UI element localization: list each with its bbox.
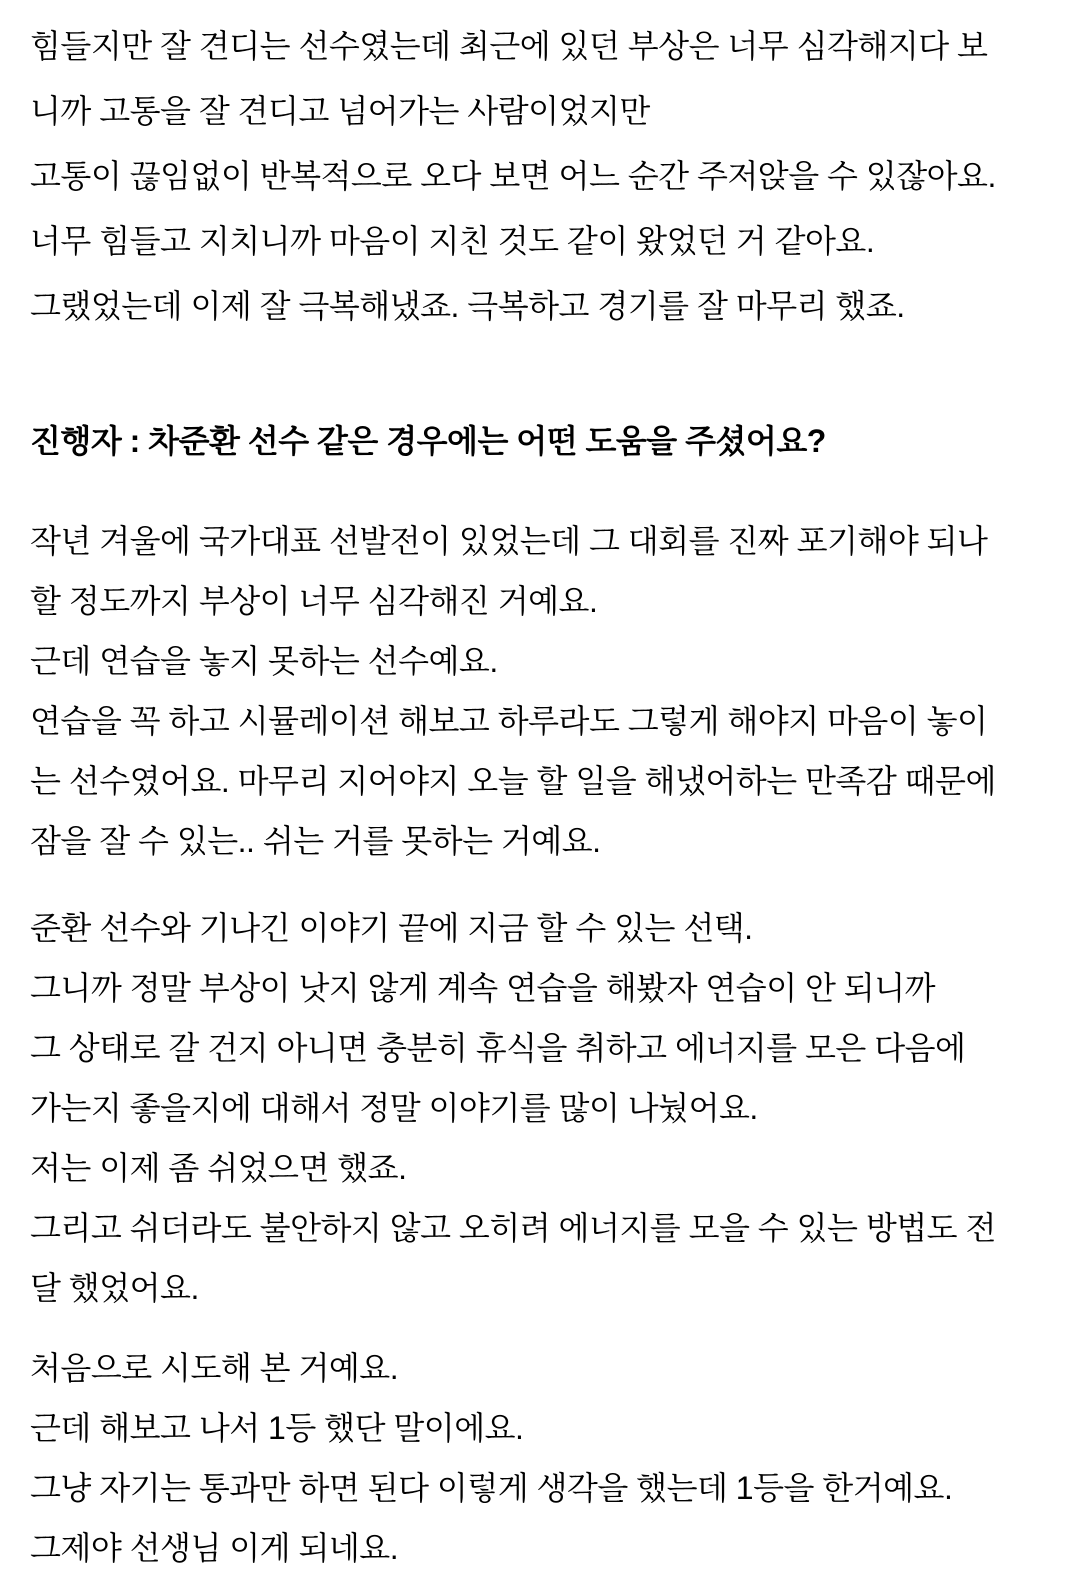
interviewer-question-text: 진행자 : 차준환 선수 같은 경우에는 어떤 도움을 주셨어요? xyxy=(30,423,826,459)
article-text xyxy=(30,14,1052,1578)
text-line: 그리고 쉬더라도 불안하지 않고 오히려 에너지를 모을 수 있는 방법도 전 xyxy=(30,1210,996,1246)
text-line: 그제야 선생님 이게 되네요. xyxy=(30,1530,399,1566)
text-line: 그냥 자기는 통과만 하면 된다 이렇게 생각을 했는데 1등을 한거예요. xyxy=(30,1470,953,1506)
text-line: 작년 겨울에 국가대표 선발전이 있었는데 그 대회를 진짜 포기해야 되나 xyxy=(30,523,988,559)
text-line: 저는 이제 좀 쉬었으면 했죠. xyxy=(30,1150,407,1186)
text-line: 처음으로 시도해 본 거예요. xyxy=(30,1350,399,1386)
paragraph-choice-answer xyxy=(30,898,1052,1318)
paragraph-intro-answer xyxy=(30,14,1052,339)
text-line: 가는지 좋을지에 대해서 정말 이야기를 많이 나눴어요. xyxy=(30,1090,758,1126)
text-line: 는 선수였어요. 마무리 지어야지 오늘 할 일을 해냈어하는 만족감 때문에 xyxy=(30,763,996,799)
text-line: 그 상태로 갈 건지 아니면 충분히 휴식을 취하고 에너지를 모은 다음에 xyxy=(30,1030,966,1066)
text-line: 그니까 정말 부상이 낫지 않게 계속 연습을 해봤자 연습이 안 되니까 xyxy=(30,970,936,1006)
paragraph-first-place-answer xyxy=(30,1338,1052,1578)
text-line: 근데 연습을 놓지 못하는 선수예요. xyxy=(30,643,498,679)
text-line: 근데 해보고 나서 1등 했단 말이에요. xyxy=(30,1410,524,1446)
interviewer-question xyxy=(30,409,1052,474)
text-line: 달 했었어요. xyxy=(30,1270,199,1306)
text-line: 너무 힘들고 지치니까 마음이 지친 것도 같이 왔었던 거 같아요. xyxy=(30,223,875,259)
text-line: 힘들지만 잘 견디는 선수였는데 최근에 있던 부상은 너무 심각해지다 보 xyxy=(30,28,988,64)
text-line: 준환 선수와 기나긴 이야기 끝에 지금 할 수 있는 선택. xyxy=(30,910,753,946)
text-line: 할 정도까지 부상이 너무 심각해진 거예요. xyxy=(30,583,598,619)
text-line: 연습을 꼭 하고 시뮬레이션 해보고 하루라도 그렇게 해야지 마음이 놓이 xyxy=(30,703,988,739)
text-line: 고통이 끊임없이 반복적으로 오다 보면 어느 순간 주저앉을 수 있잖아요. xyxy=(30,158,996,194)
text-line: 잠을 잘 수 있는.. 쉬는 거를 못하는 거예요. xyxy=(30,823,601,859)
text-line: 그랬었는데 이제 잘 극복해냈죠. 극복하고 경기를 잘 마무리 했죠. xyxy=(30,288,905,324)
paragraph-selection-event-answer xyxy=(30,511,1052,871)
text-line: 니까 고통을 잘 견디고 넘어가는 사람이었지만 xyxy=(30,93,650,129)
